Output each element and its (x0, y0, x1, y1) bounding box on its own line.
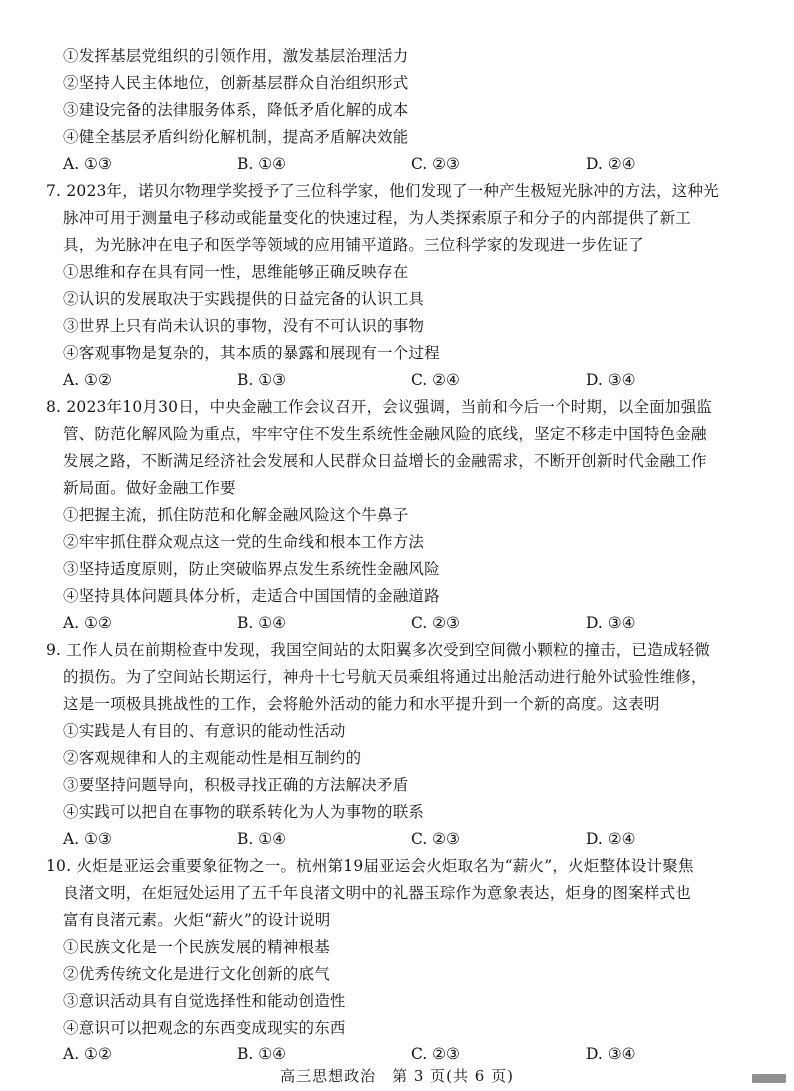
q9-stem-line-3: 这是一项极具挑战性的工作，会将舱外活动的能力和水平提升到一个新的高度。这表明 (63, 695, 660, 713)
q9-stem-line-2: 的损伤。为了空间站长期运行，神舟十七号航天员乘组将通过出舱活动进行舱外试验性维修， (63, 668, 707, 686)
q6-option-d: D. ②④ (586, 155, 636, 173)
q8-item-1: ①把握主流，抓住防范和化解金融风险这个牛鼻子 (63, 506, 409, 524)
q9-item-3: ③要坚持问题导向，积极寻找正确的方法解决矛盾 (63, 776, 409, 794)
q10-item-3: ③意识活动具有自觉选择性和能动创造性 (63, 992, 346, 1010)
q8-option-a: A. ①② (63, 614, 112, 632)
q10-stem-line-2: 良渚文明，在炬冠处运用了五千年良渚文明中的礼器玉琮作为意象表达，炬身的图案样式也 (63, 884, 692, 902)
q9-stem-line-1: 9. 工作人员在前期检查中发现，我国空间站的太阳翼多次受到空间微小颗粒的撞击，已造成轻微 (46, 641, 711, 659)
q8-stem-line-4: 新局面。做好金融工作要 (63, 479, 236, 497)
q6-item-4: ④健全基层矛盾纠纷化解机制，提高矛盾解决效能 (63, 128, 409, 146)
q9-option-d: D. ②④ (586, 830, 636, 848)
q8-option-c: C. ②③ (411, 614, 460, 632)
q6-option-a: A. ①③ (63, 155, 112, 173)
q8-option-b: B. ①④ (237, 614, 287, 632)
q6-item-2: ②坚持人民主体地位，创新基层群众自治组织形式 (63, 74, 409, 92)
q6-item-3: ③建设完备的法律服务体系，降低矛盾化解的成本 (63, 101, 409, 119)
q7-option-c: C. ②④ (411, 371, 460, 389)
q10-item-4: ④意识可以把观念的东西变成现实的东西 (63, 1019, 346, 1037)
q8-option-d: D. ③④ (586, 614, 636, 632)
q9-option-a: A. ①③ (63, 830, 112, 848)
q8-stem-line-3: 发展之路，不断满足经济社会发展和人民群众日益增长的金融需求，不断开创新时代金融工作 (63, 452, 707, 470)
q10-stem-line-1: 10. 火炬是亚运会重要象征物之一。杭州第19届亚运会火炬取名为“薪火”，火炬整体设计聚焦 (46, 857, 694, 875)
q7-option-a: A. ①② (63, 371, 112, 389)
q7-stem-line-2: 脉冲可用于测量电子移动或能量变化的快速过程，为人类探索原子和分子的内部提供了新工 (63, 209, 692, 227)
q7-item-1: ①思维和存在具有同一性，思维能够正确反映存在 (63, 263, 409, 281)
q10-item-1: ①民族文化是一个民族发展的精神根基 (63, 938, 330, 956)
q7-stem-line-3: 具，为光脉冲在电子和医学等领域的应用铺平道路。三位科学家的发现进一步佐证了 (63, 236, 644, 254)
q10-option-b: B. ①④ (237, 1045, 287, 1063)
page-footer: 高三思想政治 第 3 页(共 6 页) (280, 1067, 514, 1085)
q7-option-b: B. ①③ (237, 371, 287, 389)
q7-option-d: D. ③④ (586, 371, 636, 389)
q9-item-1: ①实践是人有目的、有意识的能动性活动 (63, 722, 346, 740)
q7-item-4: ④客观事物是复杂的，其本质的暴露和展现有一个过程 (63, 344, 440, 362)
q8-stem-line-1: 8. 2023年10月30日，中央金融工作会议召开，会议强调，当前和今后一个时期，以全面加强监 (46, 398, 713, 416)
q10-item-2: ②优秀传统文化是进行文化创新的底气 (63, 965, 330, 983)
q8-item-4: ④坚持具体问题具体分析，走适合中国国情的金融道路 (63, 587, 440, 605)
q10-option-c: C. ②③ (411, 1045, 460, 1063)
q10-option-a: A. ①② (63, 1045, 112, 1063)
q9-item-4: ④实践可以把自在事物的联系转化为人为事物的联系 (63, 803, 425, 821)
q7-item-3: ③世界上只有尚未认识的事物，没有不可认识的事物 (63, 317, 425, 335)
q9-option-b: B. ①④ (237, 830, 287, 848)
q7-stem-line-1: 7. 2023年，诺贝尔物理学奖授予了三位科学家，他们发现了一种产生极短光脉冲的方法，这种光 (46, 182, 719, 200)
q6-item-1: ①发挥基层党组织的引领作用，激发基层治理活力 (63, 47, 409, 65)
q8-item-3: ③坚持适度原则，防止突破临界点发生系统性金融风险 (63, 560, 440, 578)
q10-stem-line-3: 富有良渚元素。火炬“薪火”的设计说明 (63, 911, 331, 929)
watermark-stamp (752, 1074, 786, 1083)
q9-item-2: ②客观规律和人的主观能动性是相互制约的 (63, 749, 362, 767)
q8-stem-line-2: 管、防范化解风险为重点，牢牢守住不发生系统性金融风险的底线，坚定不移走中国特色金融 (63, 425, 707, 443)
q6-option-c: C. ②③ (411, 155, 460, 173)
q8-item-2: ②牢牢抓住群众观点这一党的生命线和根本工作方法 (63, 533, 425, 551)
q6-option-b: B. ①④ (237, 155, 287, 173)
q9-option-c: C. ②③ (411, 830, 460, 848)
q10-option-d: D. ③④ (586, 1045, 636, 1063)
q7-item-2: ②认识的发展取决于实践提供的日益完备的认识工具 (63, 290, 425, 308)
